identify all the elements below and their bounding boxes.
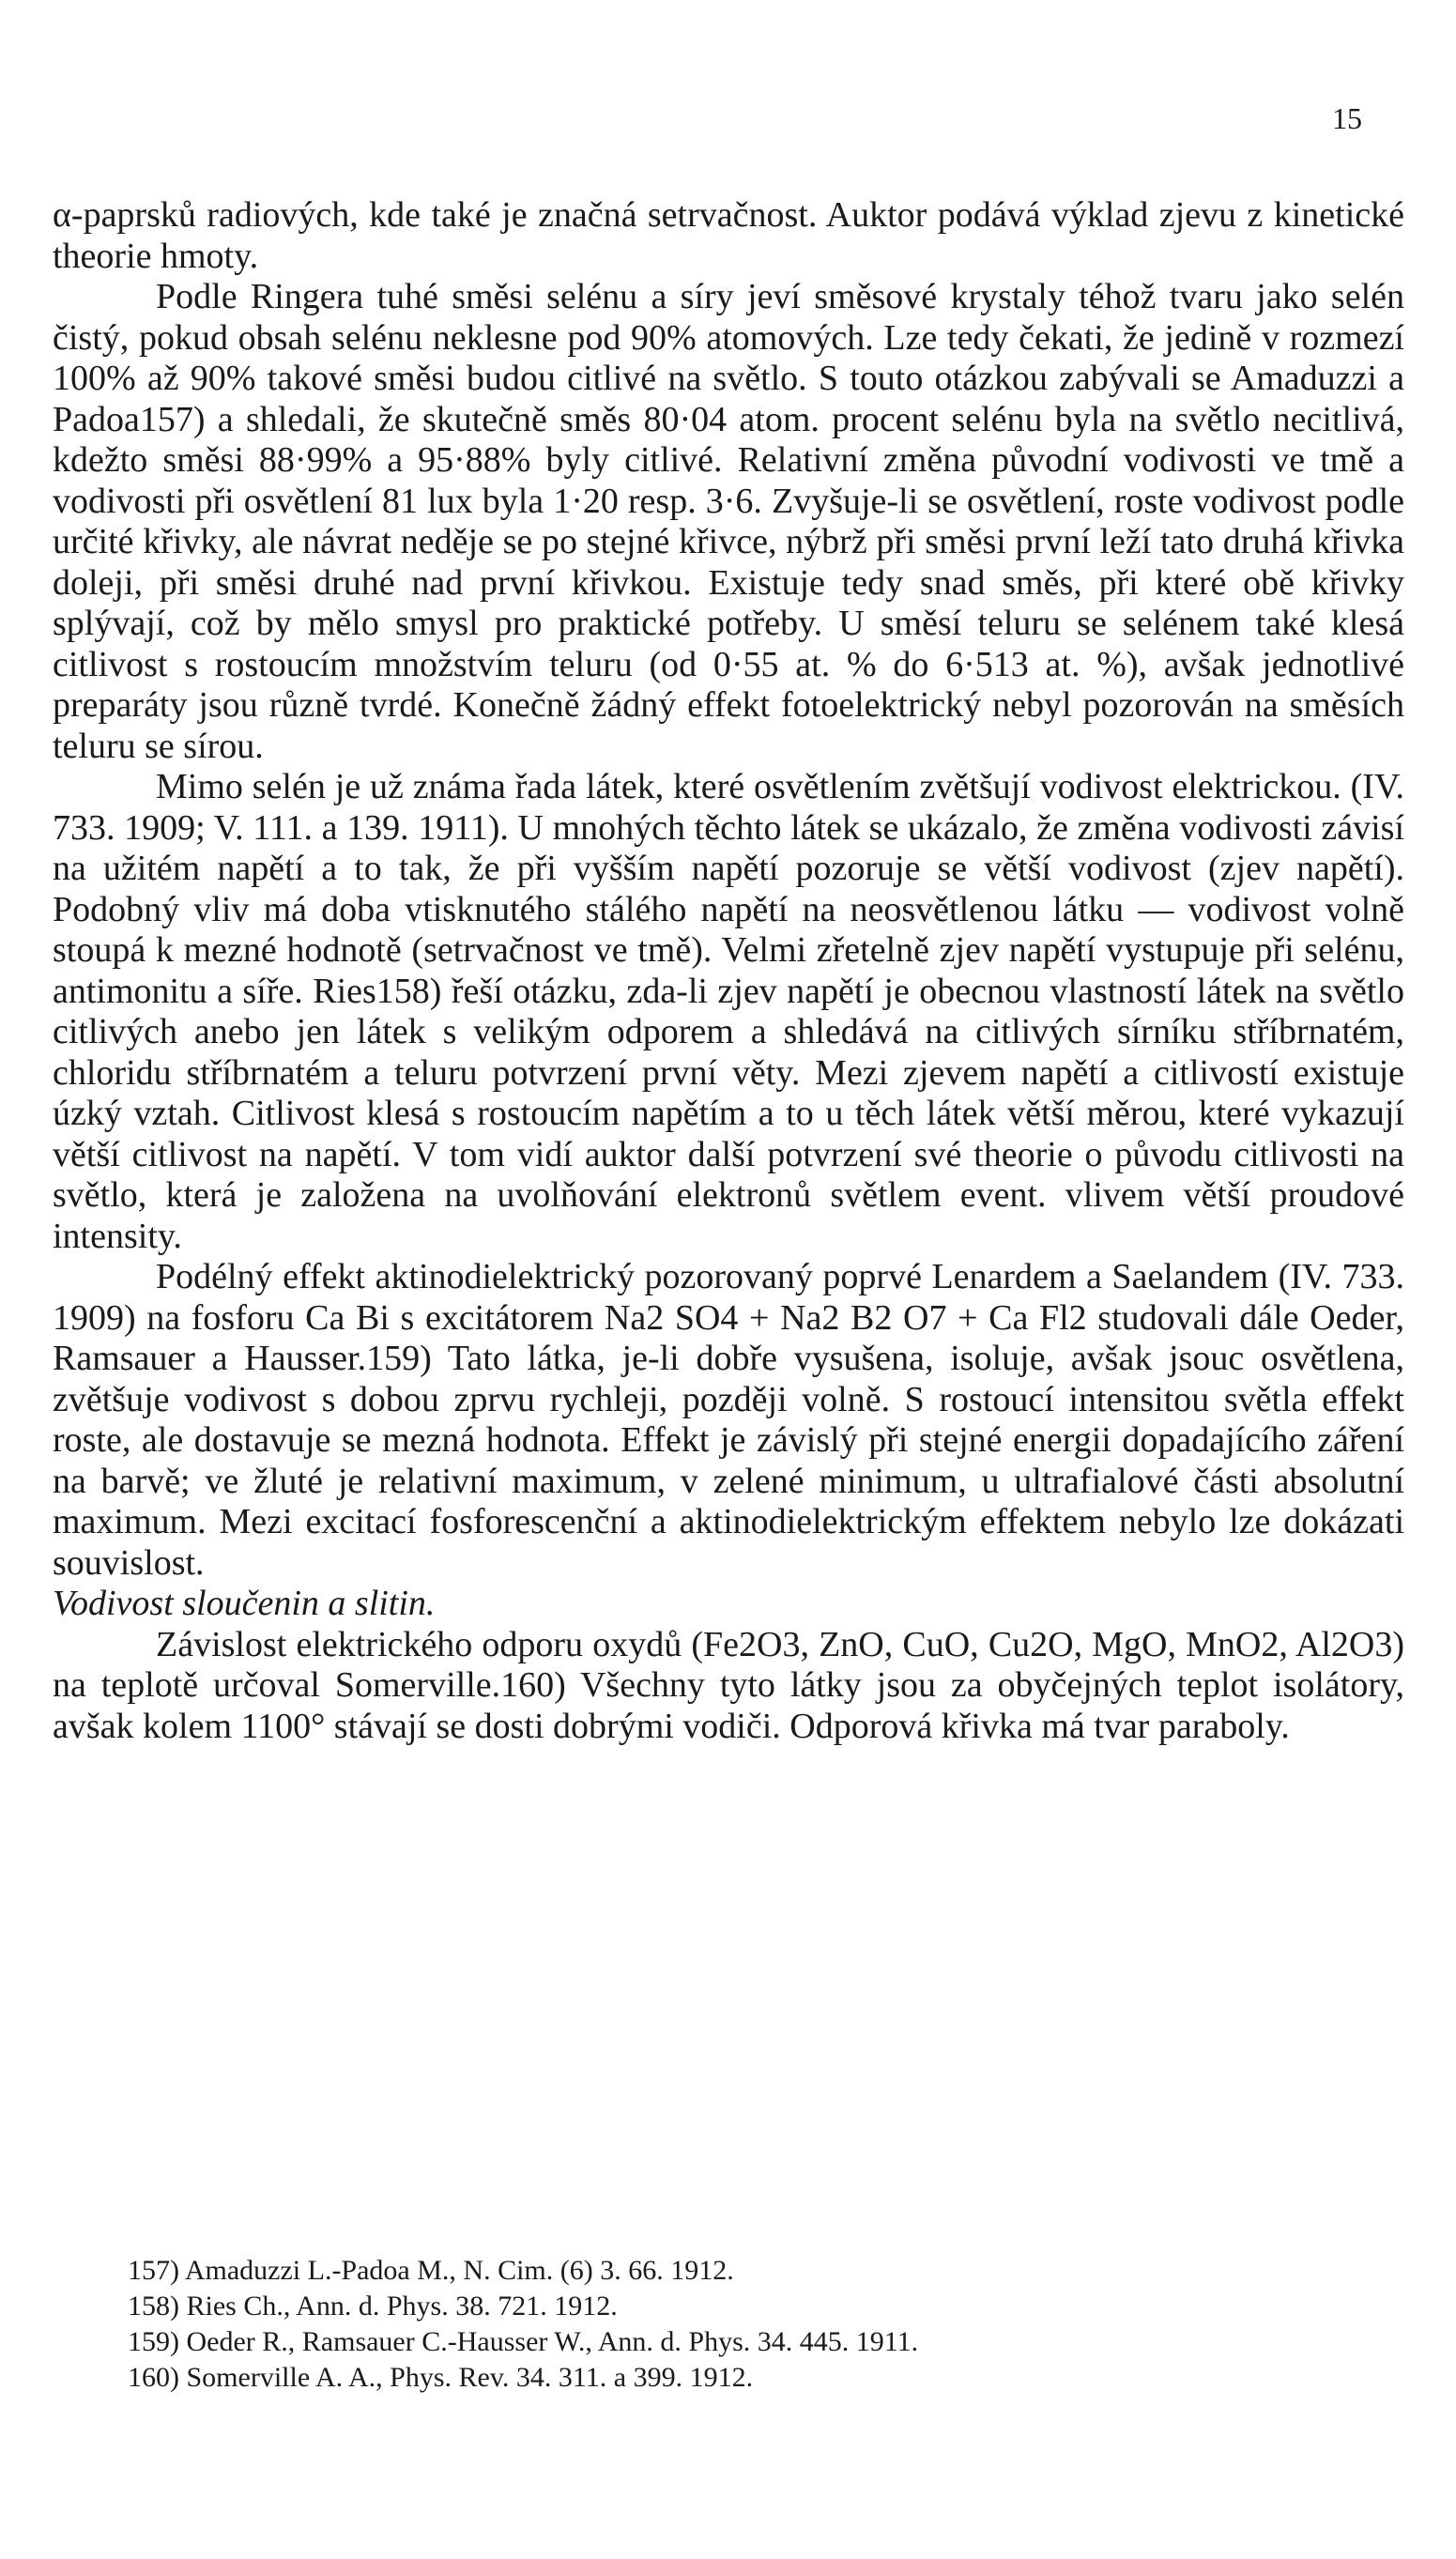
footnote: 160) Somerville A. A., Phys. Rev. 34. 311. a 399. 1912. [128, 2362, 754, 2393]
paragraph: Závislost elektrického odporu oxydů (Fe2O3, ZnO, CuO, Cu2O, MgO, MnO2, Al2O3) na teplotě určoval Somerville.160) Všechny tyto látky jsou za obyčejných teplot isolátory, avšak kolem 1100° stávají se dosti dobrými vodiči. Odporová křivka má tvar paraboly. [53, 1624, 1404, 1746]
page-number: 15 [1332, 101, 1362, 135]
paragraph: α-paprsků radiových, kde také je značná setrvačnost. Auktor podává výklad zjevu z kinetické theorie hmoty. [53, 195, 1404, 276]
footnote: 157) Amaduzzi L.-Padoa M., N. Cim. (6) 3. 66. 1912. [128, 2255, 734, 2286]
footnote: 158) Ries Ch., Ann. d. Phys. 38. 721. 1912. [128, 2291, 618, 2321]
footnote: 159) Oeder R., Ramsauer C.-Hausser W., Ann. d. Phys. 34. 445. 1911. [128, 2326, 919, 2357]
section-heading: Vodivost sloučenin a slitin. [53, 1584, 436, 1623]
paragraph: Mimo selén je už známa řada látek, které osvětlením zvětšují vodivost elektrickou. (IV. 733. 1909; V. 111. a 139. 1911). U mnohých těchto látek se ukázalo, že změna vodivosti závisí na užitém napětí a to tak, že při vyšším napětí pozoruje se větší vodivost (zjev napětí). Podobný vliv má doba vtisknutého stálého napětí na neosvětlenou látku — vodivost volně stoupá k mezné hodnotě (setrvačnost ve tmě). Velmi zřetelně zjev napětí vystupuje při selénu, antimonitu a síře. Ries158) řeší otázku, zda-li zjev napětí je obecnou vlastností látek na světlo citlivých anebo jen látek s velikým odporem a shledává na citlivých sírníku stříbrnatém, chloridu stříbrnatém a teluru potvrzení první věty. Mezi zjevem napětí a citlivostí existuje úzký vztah. Citlivost klesá s rostoucím napětím a to u těch látek větší měrou, které vykazují větší citlivost na napětí. V tom vidí auktor další potvrzení své theorie o původu citlivosti na světlo, která je založena na uvolňování elektronů světlem event. vlivem větší proudové intensity. [53, 767, 1404, 1256]
paragraph: Podle Ringera tuhé směsi selénu a síry jeví směsové krystaly téhož tvaru jako selén čistý, pokud obsah selénu neklesne pod 90% atomových. Lze tedy čekati, že jedině v rozmezí 100% až 90% takové směsi budou citlivé na světlo. S touto otázkou zabývali se Amaduzzi a Padoa157) a shledali, že skutečně směs 80·04 atom. procent selénu byla na světlo necitlivá, kdežto směsi 88·99% a 95·88% byly citlivé. Relativní změna původní vodivosti ve tmě a vodivosti při osvětlení 81 lux byla 1·20 resp. 3·6. Zvyšuje-li se osvětlení, roste vodivost podle určité křivky, ale návrat neděje se po stejné křivce, nýbrž při směsi první leží tato druhá křivka doleji, při směsi druhé nad první křivkou. Existuje tedy snad směs, při které obě křivky splývají, což by mělo smysl pro praktické potřeby. U směsí teluru se selénem také klesá citlivost s rostoucím množstvím teluru (od 0·55 at. % do 6·513 at. %), avšak jednotlivé preparáty jsou různě tvrdé. Konečně žádný effekt fotoelektrický nebyl pozorován na směsích teluru se sírou. [53, 277, 1404, 766]
body-text [53, 195, 1404, 1747]
paragraph: Podélný effekt aktinodielektrický pozorovaný poprvé Lenardem a Saelandem (IV. 733. 1909) na fosforu Ca Bi s excitátorem Na2 SO4 + Na2 B2 O7 + Ca Fl2 studovali dále Oeder, Ramsauer a Hausser.159) Tato látka, je-li dobře vysušena, isoluje, avšak jsouc osvětlena, zvětšuje vodivost s dobou zprvu rychleji, později volně. S rostoucí intensitou světla effekt roste, ale dostavuje se mezná hodnota. Effekt je závislý při stejné energii dopadajícího záření na barvě; ve žluté je relativní maximum, v zelené minimum, u ultrafialové části absolutní maximum. Mezi excitací fosforescenční a aktinodielektrickým effektem nebylo lze dokázati souvislost. [53, 1257, 1404, 1583]
footnotes [53, 2253, 1404, 2396]
